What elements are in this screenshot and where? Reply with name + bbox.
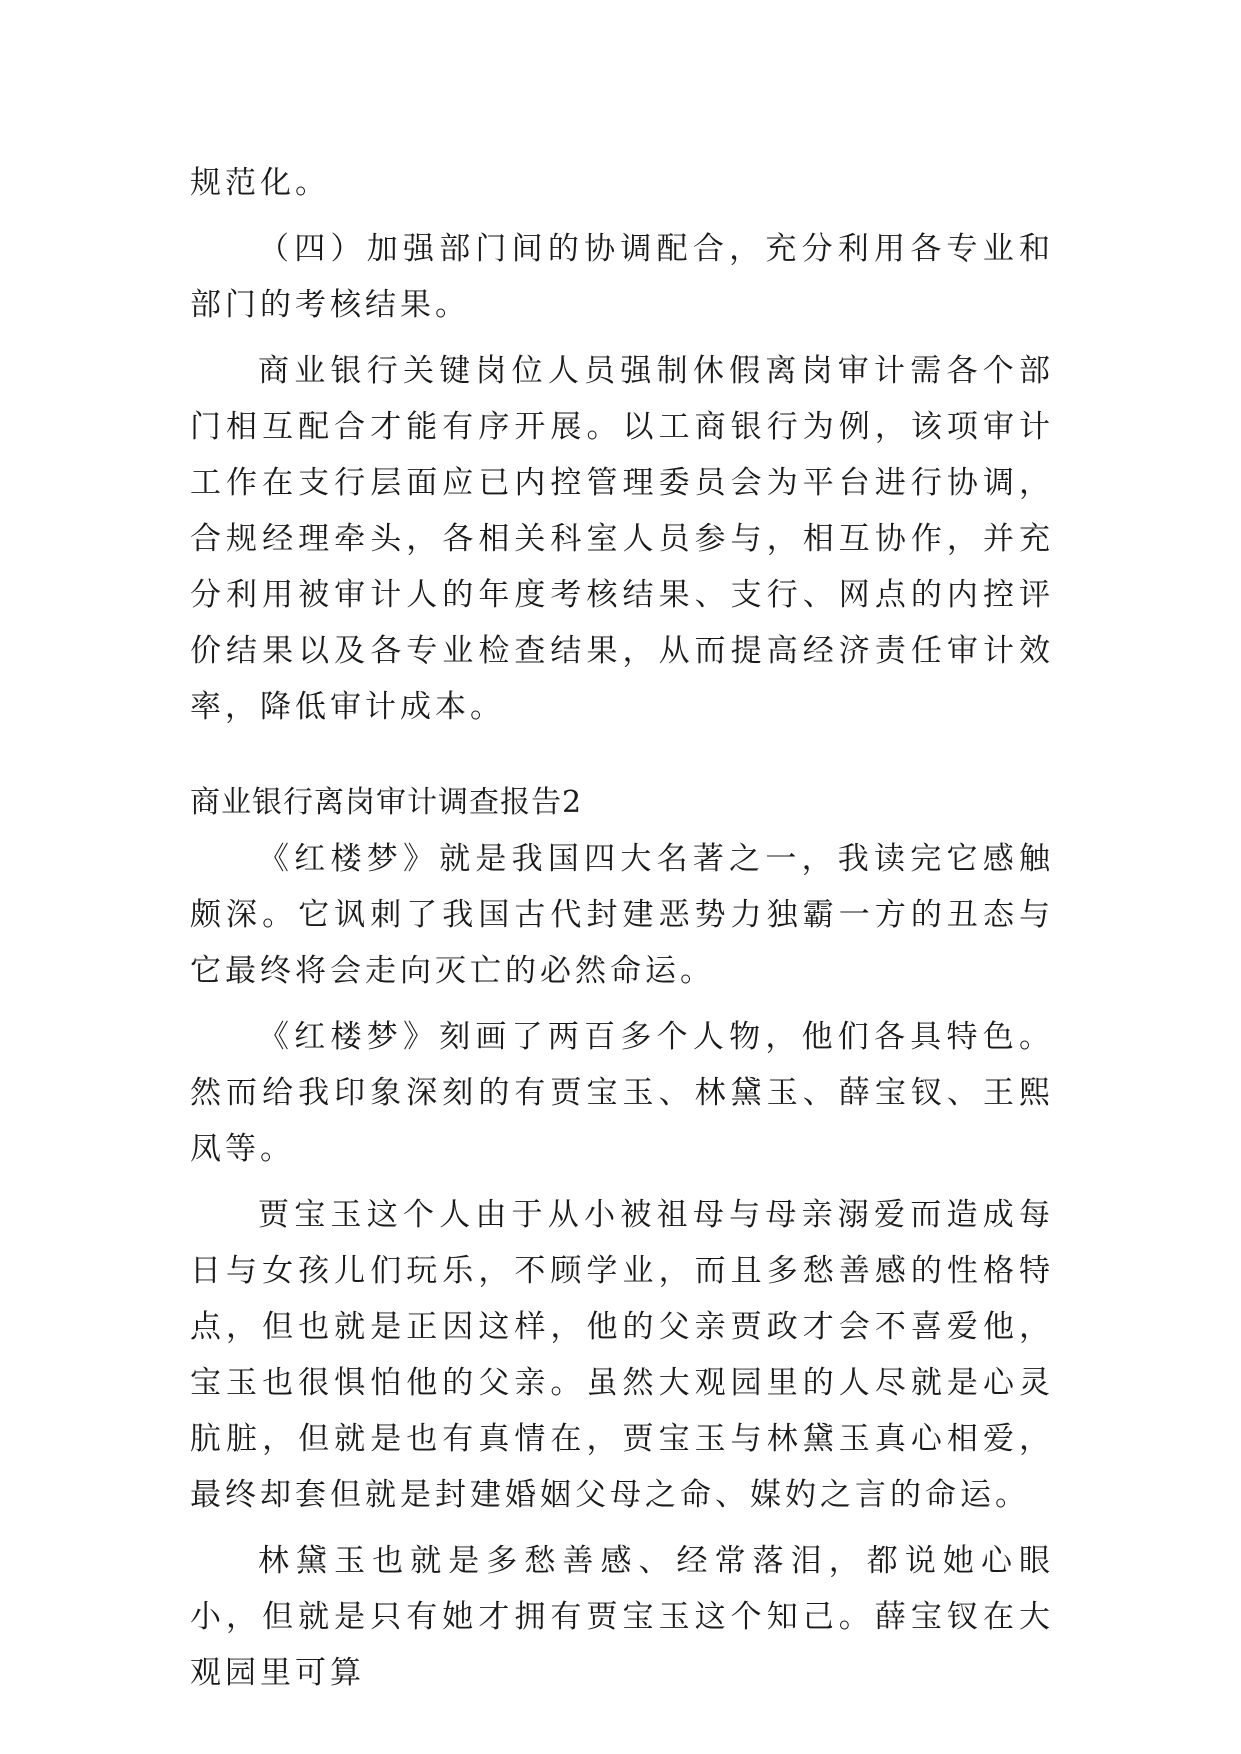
paragraph-continuation: 规范化。	[190, 165, 330, 201]
paragraph-jia-baoyu: 贾宝玉这个人由于从小被祖母与母亲溺爱而造成每日与女孩儿们玩乐，不顾学业，而且多愁善感的性格特点，但也就是正因这样，他的父亲贾政才会不喜爱他，宝玉也很惧怕他的父亲。虽然大观园里的人尽就是心灵肮脏，但就是也有真情在，贾宝玉与林黛玉真心相爱，最终却套但就是封建婚姻父母之命、媒妁之言的命运。	[190, 1197, 1054, 1513]
paragraph-characters: 《红楼梦》刻画了两百多个人物，他们各具特色。然而给我印象深刻的有贾宝玉、林黛玉、薛宝钗、王熙凤等。	[190, 1019, 1054, 1167]
paragraph-section-four: （四）加强部门间的协调配合，充分利用各专业和部门的考核结果。	[190, 231, 1054, 323]
document-body	[190, 155, 1054, 1701]
paragraph-hongloumeng-intro: 《红楼梦》就是我国四大名著之一，我读完它感触颇深。它讽刺了我国古代封建恶势力独霸一方的丑态与它最终将会走向灭亡的必然命运。	[190, 841, 1054, 989]
section-heading: 商业银行离岗审计调查报告2	[190, 785, 583, 820]
paragraph-lin-daiyu: 林黛玉也就是多愁善感、经常落泪，都说她心眼小，但就是只有她才拥有贾宝玉这个知己。薛宝钗在大观园里可算	[190, 1543, 1054, 1691]
paragraph-audit-coordination: 商业银行关键岗位人员强制休假离岗审计需各个部门相互配合才能有序开展。以工商银行为例，该项审计工作在支行层面应已内控管理委员会为平台进行协调，合规经理牵头，各相关科室人员参与，相互协作，并充分利用被审计人的年度考核结果、支行、网点的内控评价结果以及各专业检查结果，从而提高经济责任审计效率，降低审计成本。	[190, 353, 1054, 725]
